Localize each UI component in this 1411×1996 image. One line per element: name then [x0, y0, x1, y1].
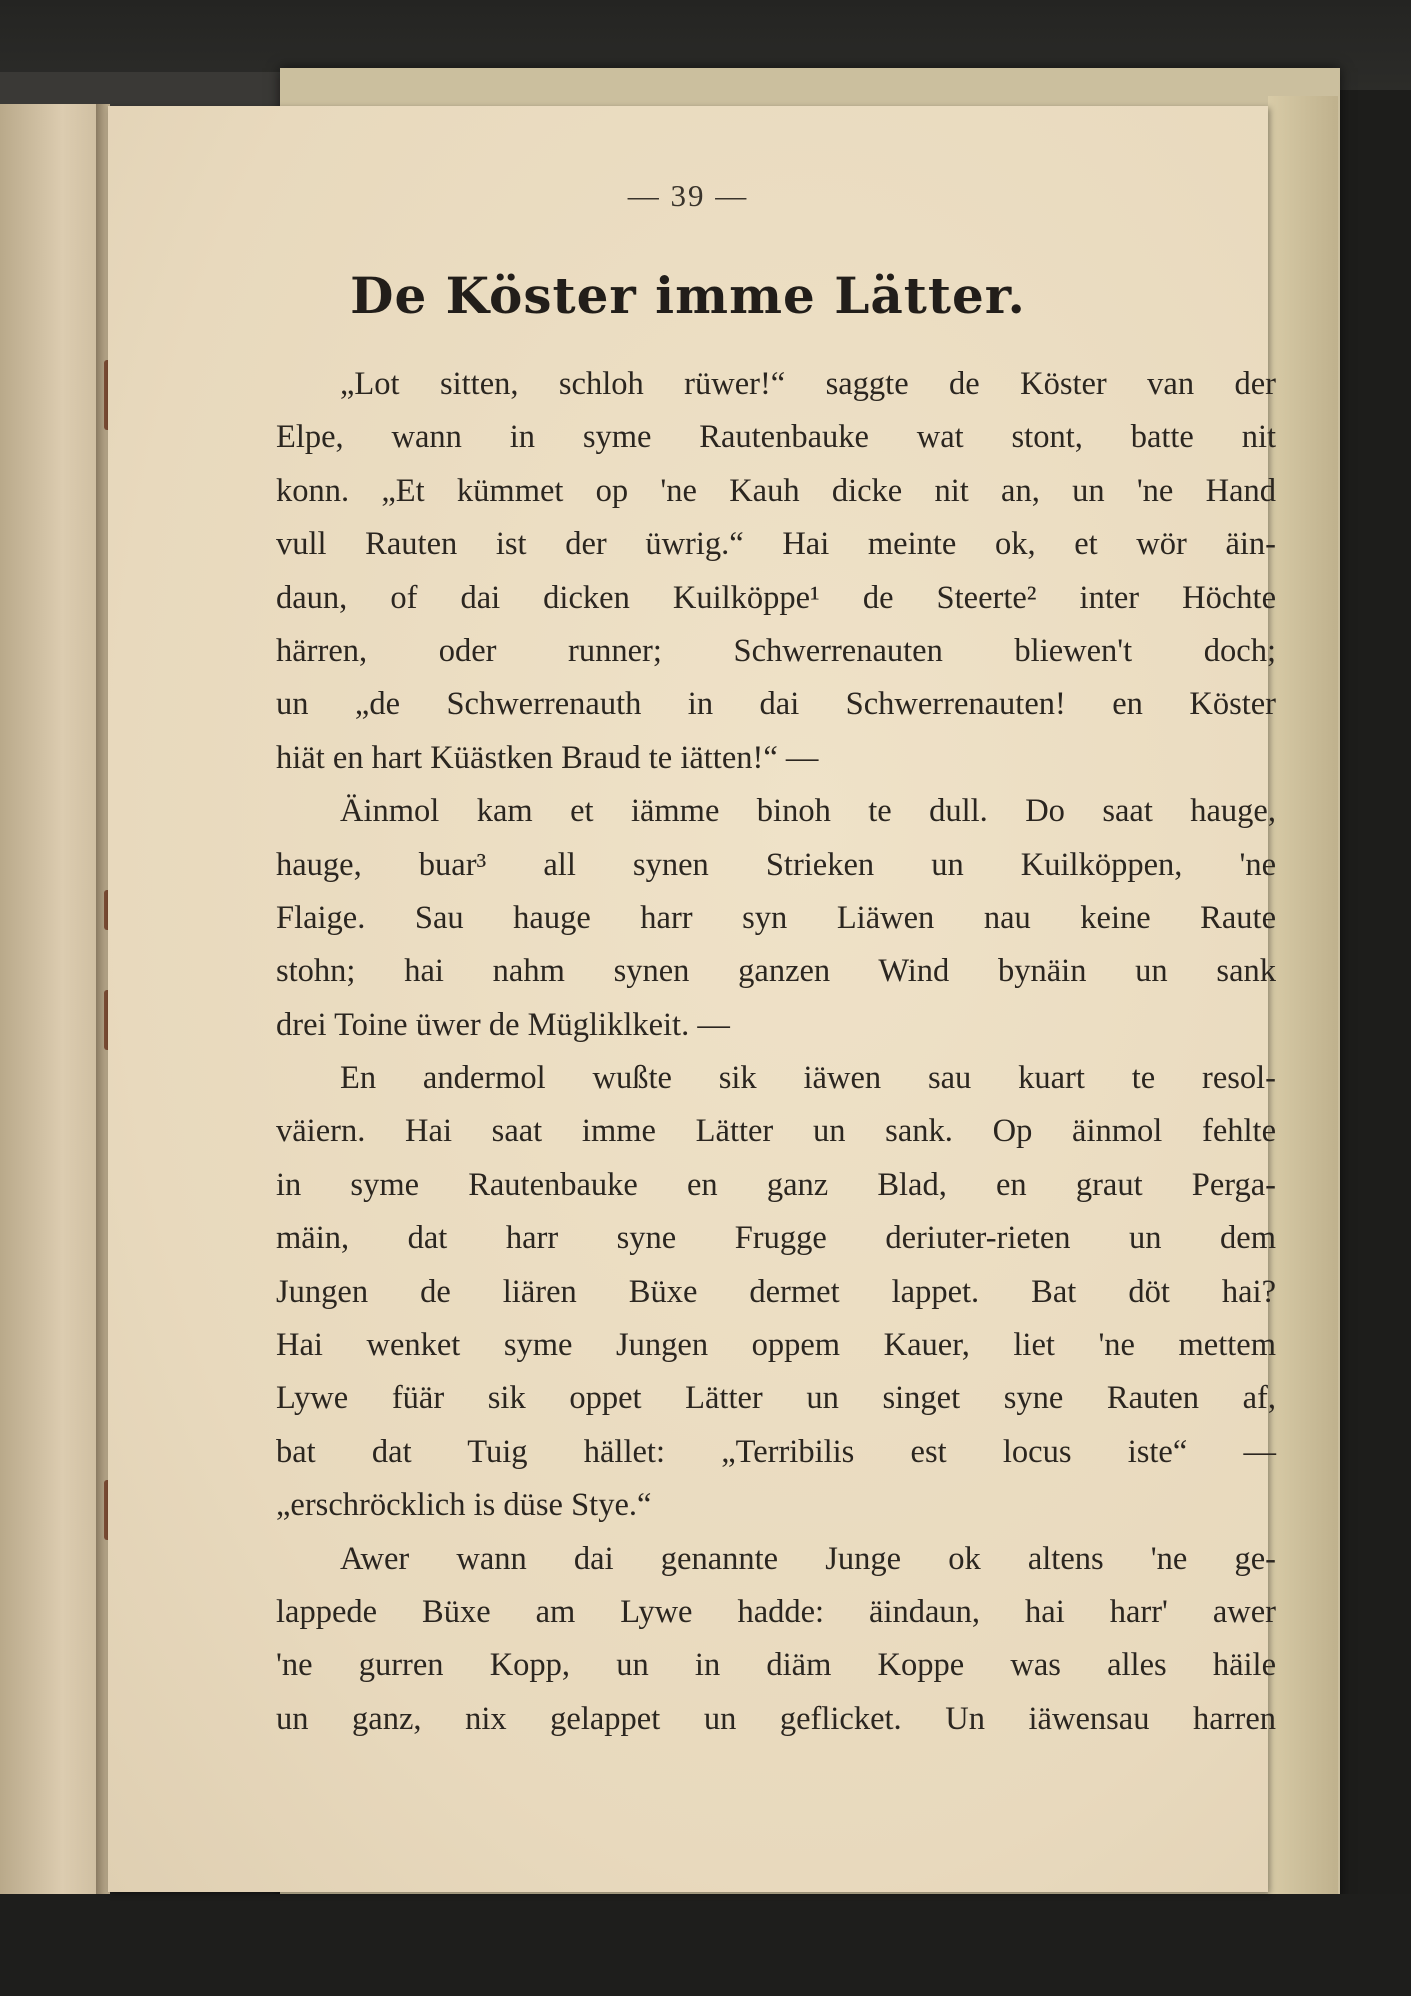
text-line: stohn; hai nahm synen ganzen Wind bynäin un sank — [276, 953, 1276, 990]
left-page-fragment — [0, 104, 104, 1894]
text-line: bat dat Tuig hället: „Terribilis est locus iste“ — — [276, 1433, 1276, 1470]
text-line: un ganz, nix gelappet un geflicket. Un iäwensau harren — [276, 1700, 1276, 1737]
text-line: 'ne gurren Kopp, un in diäm Koppe was alles häile — [276, 1647, 1276, 1684]
text-line: väiern. Hai saat imme Lätter un sank. Op äinmol fehlte — [276, 1113, 1276, 1150]
text-line: härren, oder runner; Schwerrenauten bliewen't doch; — [276, 632, 1276, 669]
chapter-title: De Köster imme Lätter. — [350, 266, 1026, 325]
text-line: in syme Rautenbauke en ganz Blad, en graut Perga- — [276, 1166, 1276, 1203]
text-line: Elpe, wann in syme Rautenbauke wat stont, batte nit — [276, 419, 1276, 456]
text-line: un „de Schwerrenauth in dai Schwerrenauten! en Köster — [276, 686, 1276, 723]
text-line: Jungen de liären Büxe dermet lappet. Bat döt hai? — [276, 1273, 1276, 1310]
text-line: daun, of dai dicken Kuilköppe¹ de Steerte² inter Höchte — [276, 579, 1276, 616]
body-text — [276, 358, 1276, 1746]
text-line: konn. „Et kümmet op 'ne Kauh dicke nit an, un 'ne Hand — [276, 472, 1276, 509]
text-line: Awer wann dai genannte Junge ok altens 'ne ge- — [340, 1540, 1276, 1577]
text-line: Lywe füär sik oppet Lätter un singet syne Rauten af, — [276, 1380, 1276, 1417]
text-line: Äinmol kam et iämme binoh te dull. Do saat hauge, — [340, 793, 1276, 830]
background-bottom — [0, 1894, 1411, 1996]
book-page — [108, 106, 1276, 1892]
text-line: lappede Büxe am Lywe hadde: äindaun, hai harr' awer — [276, 1593, 1276, 1630]
text-line: drei Toine üwer de Mügliklkeit. — — [276, 1006, 730, 1043]
text-line: hiät en hart Küästken Braud te iätten!“ — — [276, 739, 819, 776]
text-line: „erschröcklich is düse Stye.“ — [276, 1487, 652, 1524]
text-line: vull Rauten ist der üwrig.“ Hai meinte ok, et wör äin- — [276, 526, 1276, 563]
text-line: Flaige. Sau hauge harr syn Liäwen nau keine Raute — [276, 899, 1276, 936]
text-line: mäin, dat harr syne Frugge deriuter-rieten un dem — [276, 1220, 1276, 1257]
text-line: En andermol wußte sik iäwen sau kuart te resol- — [340, 1060, 1276, 1097]
page-number: — 39 — — [627, 178, 749, 213]
text-line: Hai wenket syme Jungen oppem Kauer, liet 'ne mettem — [276, 1327, 1276, 1364]
text-line: hauge, buar³ all synen Strieken un Kuilköppen, 'ne — [276, 846, 1276, 883]
text-line: „Lot sitten, schloh rüwer!“ saggte de Köster van der — [340, 366, 1276, 402]
page-edge-stack — [1268, 96, 1338, 1896]
